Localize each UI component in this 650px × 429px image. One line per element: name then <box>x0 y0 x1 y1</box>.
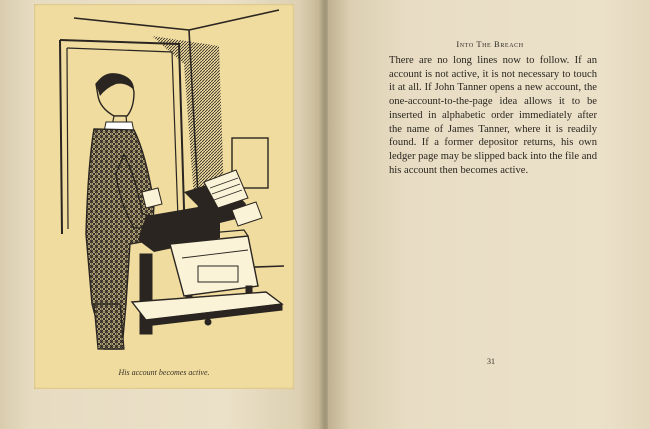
illustration-caption: His account becomes active. <box>118 368 210 377</box>
man-head <box>96 73 134 126</box>
running-head: Into The Breach <box>456 39 524 49</box>
right-page <box>328 0 650 429</box>
man-legs <box>94 304 124 349</box>
man-at-ledger-machine-illustration <box>34 4 294 389</box>
body-paragraph: There are no long lines now to follow. If an account is not active, it is not necessary to touch it at all. If John Tanner opens a new account, the one-account-to-the-page idea allows it to be inserted in alphabetic order immediately after the name of James Tanner, where it is readily found. If a former depositor returns, his own ledger page may be slipped back into the file and his account then becomes active. <box>389 55 597 176</box>
window-shadow <box>152 36 224 199</box>
illustration-plate <box>34 4 294 389</box>
hand-paper <box>142 188 162 208</box>
page-number: 31 <box>487 357 495 366</box>
left-page <box>0 0 322 429</box>
